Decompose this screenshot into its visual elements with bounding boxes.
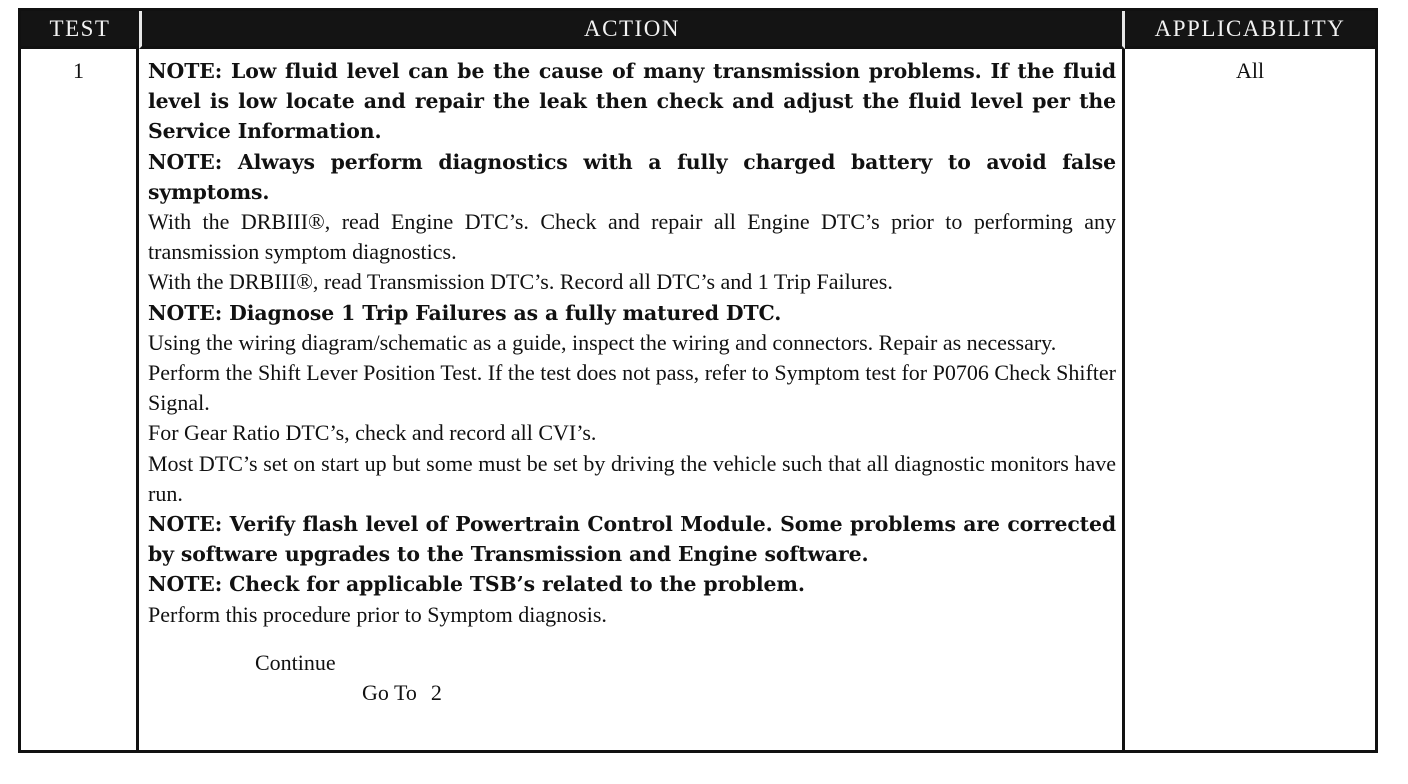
instruction-paragraph: For Gear Ratio DTC’s, check and record all CVI’s. xyxy=(148,420,597,446)
action-cell xyxy=(139,49,1125,750)
note-paragraph: NOTE: Check for applicable TSB’s related to the problem. xyxy=(148,572,805,597)
goto-label: Go To xyxy=(362,679,417,705)
instruction-paragraph: Perform the Shift Lever Position Test. If the test does not pass, refer to Symptom test for P0706 Check Shifter Signal. xyxy=(148,360,1116,416)
goto-target: 2 xyxy=(430,679,442,705)
header-applicability: APPLICABILITY xyxy=(1125,11,1375,49)
note-paragraph: NOTE: Diagnose 1 Trip Failures as a fully matured DTC. xyxy=(148,300,782,325)
header-test: TEST xyxy=(21,11,139,49)
goto-line xyxy=(148,678,1116,708)
header-action: ACTION xyxy=(139,11,1125,49)
note-paragraph: NOTE: Low fluid level can be the cause of many transmission problems. If the fluid level is low locate and repair the leak then check and adjust the fluid level per the Service Information. xyxy=(148,59,1116,144)
instruction-paragraph: Most DTC’s set on start up but some must be set by driving the vehicle such that all diagnostic monitors have run. xyxy=(148,450,1116,506)
action-text-block xyxy=(148,56,1116,630)
note-paragraph: NOTE: Always perform diagnostics with a fully charged battery to avoid false symptoms. xyxy=(148,149,1116,204)
instruction-paragraph: With the DRBIII®, read Engine DTC’s. Check and repair all Engine DTC’s prior to performing any transmission symptom diagnostics. xyxy=(148,209,1116,265)
instruction-paragraph: With the DRBIII®, read Transmission DTC’s. Record all DTC’s and 1 Trip Failures. xyxy=(148,269,893,295)
instruction-paragraph: Perform this procedure prior to Symptom diagnosis. xyxy=(148,601,607,627)
continue-label: Continue xyxy=(255,649,336,675)
instruction-paragraph: Using the wiring diagram/schematic as a guide, inspect the wiring and connectors. Repair as necessary. xyxy=(148,329,1057,355)
diagnostic-test-table xyxy=(18,8,1378,753)
applicability-cell: All xyxy=(1235,58,1265,83)
note-paragraph: NOTE: Verify flash level of Powertrain Control Module. Some problems are corrected by software upgrades to the Transmission and Engine software. xyxy=(148,512,1116,567)
test-number-cell: 1 xyxy=(21,49,139,750)
